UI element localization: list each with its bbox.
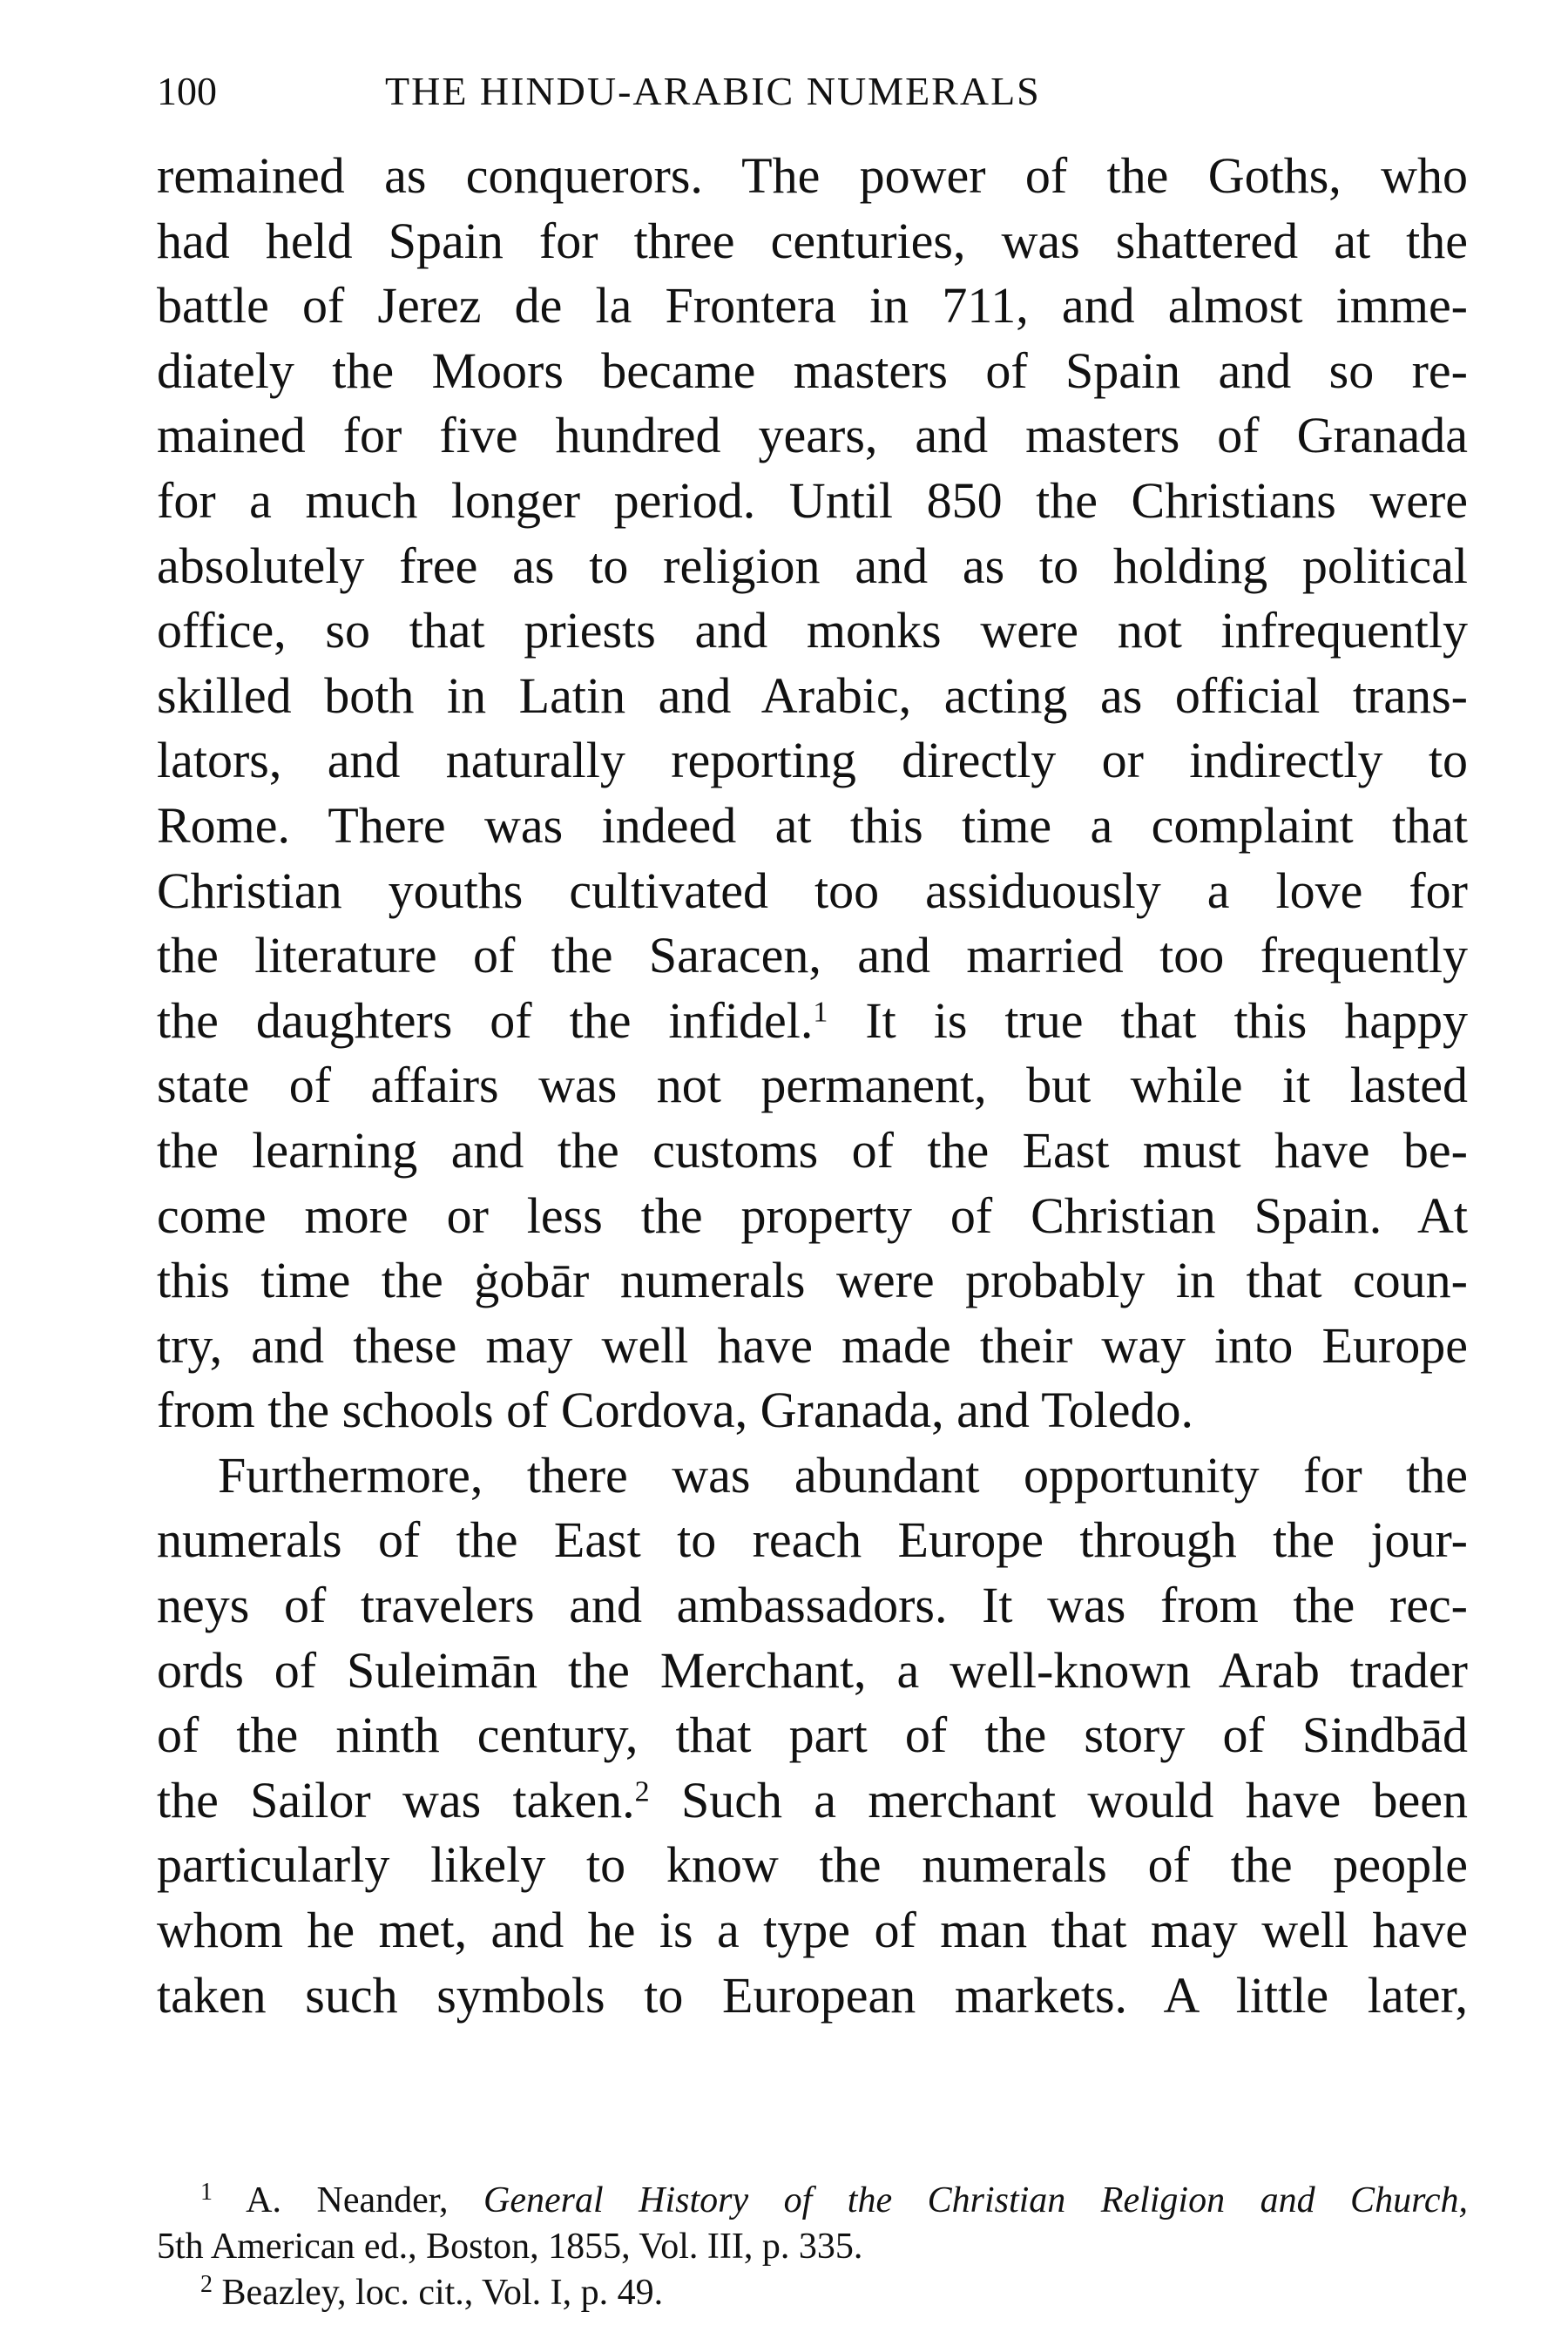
- text-line: try, and these may well have made their way into Europe: [157, 1316, 1468, 1374]
- text-line-with-footnote: [157, 989, 1468, 1054]
- footnote-1: [157, 2178, 1468, 2224]
- footnote-ref[interactable]: 2: [634, 1775, 650, 1808]
- text-line: of the ninth century, that part of the story of Sindbād: [157, 1707, 1468, 1764]
- text-line: office, so that priests and monks were not infrequently: [157, 602, 1468, 659]
- text-line: the learning and the customs of the East must have be-: [157, 1121, 1468, 1179]
- running-title: THE HINDU-ARABIC NUMERALS: [385, 69, 1041, 113]
- running-head: [157, 61, 1463, 122]
- footnote-author: A. Neander,: [246, 2180, 449, 2220]
- text-line-with-footnote: [157, 1768, 1468, 1834]
- body-text: [157, 144, 1468, 2028]
- page-number: 100: [157, 69, 217, 113]
- text-line: particularly likely to know the numerals of the people: [157, 1836, 1468, 1894]
- text-line: this time the ġobār numerals were probably in that coun-: [157, 1252, 1468, 1309]
- text-line: battle of Jerez de la Frontera in 711, and almost imme-: [157, 277, 1468, 335]
- footnote-title: General History of the Christian Religion and Church,: [483, 2180, 1468, 2220]
- footnote-ref[interactable]: 1: [813, 996, 828, 1029]
- text-segment: Such a merchant would have been: [680, 1771, 1468, 1828]
- footnote-text: Beazley, loc. cit., Vol. I, p. 49.: [221, 2273, 664, 2313]
- text-line: from the schools of Cordova, Granada, and Toledo.: [157, 1382, 1194, 1439]
- footnotes: [157, 2178, 1468, 2316]
- text-line: ords of Suleimān the Merchant, a well-known Arab trader: [157, 1641, 1468, 1699]
- text-line: diately the Moors became masters of Spain and so re-: [157, 341, 1468, 399]
- text-line: Rome. There was indeed at this time a complaint that: [157, 796, 1468, 854]
- text-line: for a much longer period. Until 850 the Christians were: [157, 471, 1468, 529]
- text-line: remained as conquerors. The power of the Goths, who: [157, 147, 1468, 204]
- text-line: the literature of the Saracen, and married too frequently: [157, 927, 1468, 984]
- text-line: skilled both in Latin and Arabic, acting as official trans-: [157, 666, 1468, 724]
- text-line: absolutely free as to religion and as to holding political: [157, 537, 1468, 594]
- text-line: numerals of the East to reach Europe through the jour-: [157, 1511, 1468, 1569]
- footnote-1-details: 5th American ed., Boston, 1855, Vol. III, p. 335.: [157, 2227, 863, 2267]
- text-segment: It is true that this happy: [865, 991, 1468, 1049]
- footnote-marker: 2: [200, 2271, 213, 2298]
- text-line: come more or less the property of Christian Spain. At: [157, 1186, 1468, 1244]
- text-line: whom he met, and he is a type of man that may well have: [157, 1902, 1468, 1959]
- footnote-marker: 1: [200, 2179, 213, 2206]
- footnote-2: [157, 2270, 1468, 2316]
- text-line: Furthermore, there was abundant opportunity for the: [218, 1446, 1468, 1504]
- text-line: state of affairs was not permanent, but while it lasted: [157, 1057, 1468, 1114]
- text-segment: the Sailor was taken.: [157, 1771, 635, 1828]
- text-line: lators, and naturally reporting directly or indirectly to: [157, 732, 1468, 789]
- text-line: had held Spain for three centuries, was shattered at the: [157, 212, 1468, 269]
- text-line: neys of travelers and ambassadors. It was from the rec-: [157, 1577, 1468, 1634]
- text-line: taken such symbols to European markets. A little later,: [157, 1966, 1468, 2024]
- text-line: Christian youths cultivated too assiduously a love for: [157, 862, 1468, 919]
- text-line: mained for five hundred years, and masters of Granada: [157, 407, 1468, 464]
- text-segment: the daughters of the infidel.: [157, 991, 814, 1049]
